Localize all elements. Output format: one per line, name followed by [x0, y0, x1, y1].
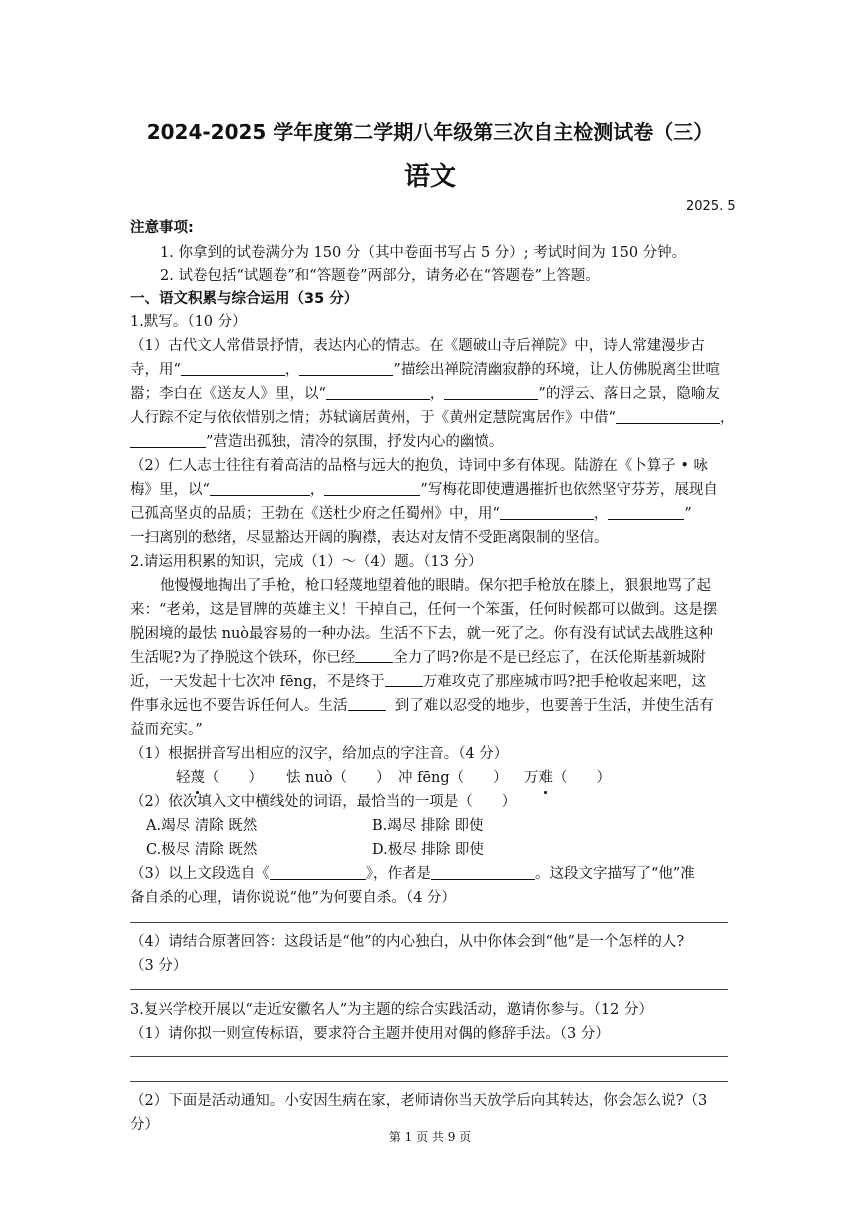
answer-line[interactable]	[130, 1056, 728, 1057]
q2-1-question: （1）根据拼音写出相应的汉字，给加点的字注音。（4 分）	[130, 746, 509, 762]
q1-2-line-1: （2）仁人志士往往有着高洁的品格与远大的抱负，诗词中多有体现。陆游在《卜算子 • 咏	[130, 458, 708, 474]
answer-blank[interactable]	[326, 383, 430, 400]
answer-blank[interactable]	[500, 503, 594, 520]
q1-1-line-2: 寺，用“ ， ”描绘出禅院清幽寂静的环境，让人仿佛脱离尘世喧	[130, 358, 720, 383]
passage-line-5: 近，一天发起十七次冲 fēng，不是终于 万难攻克了那座城市吗?把手枪收起来吧，这	[130, 674, 706, 690]
passage-line-7: 益而充实。”	[130, 722, 203, 738]
passage-blank[interactable]	[355, 648, 393, 663]
page-number: 第 1 页 共 9 页	[388, 1130, 472, 1144]
pinyin-word-3: 冲 fēng（ ）	[398, 770, 508, 786]
answer-blank[interactable]	[444, 383, 538, 400]
q3-2-line-1: （2）下面是活动通知。小安因生病在家，老师请你当天放学后向其转达，你会怎么说?（3	[130, 1093, 708, 1109]
dotted-char: 难	[539, 766, 554, 791]
q2-3-line-2: 备自杀的心理，请你说说“他”为何要自杀。（4 分）	[130, 890, 456, 906]
pinyin-word-4: 万难（ ）	[524, 766, 611, 791]
q2-2-question: （2）依次填入文中横线处的词语，最恰当的一项是（ ）	[130, 794, 517, 810]
passage-line-1: 他慢慢地掏出了手枪，枪口轻蔑地望着他的眼睛。保尔把手枪放在膝上，狠狠地骂了起	[160, 578, 711, 594]
q1-2-line-3: 己孤高坚贞的品质；王勃在《送杜少府之任蜀州》中，用“ ， ”	[130, 502, 692, 527]
pinyin-word-1: 轻蔑（ ）	[176, 766, 263, 791]
answer-blank[interactable]	[324, 479, 420, 496]
notice-heading: 注意事项:	[130, 220, 194, 236]
answer-blank[interactable]	[431, 863, 535, 880]
subject-title: 语文	[403, 162, 456, 192]
answer-blank[interactable]	[299, 359, 393, 376]
q1-1-line-1: （1）古代文人常借景抒情，表达内心的情志。在《题破山寺后禅院》中，诗人常建漫步古	[130, 338, 705, 354]
option-b: B.竭尽 排除 即使	[372, 818, 484, 834]
answer-line[interactable]	[130, 922, 728, 923]
notice-item-2: 2. 试卷包括“试题卷”和“答题卷”两部分，请务必在“答题卷”上答题。	[160, 268, 600, 284]
answer-blank[interactable]	[130, 431, 206, 448]
q2-3-line-1: （3）以上文段选自《 》，作者是 。这段文字描写了“他”准	[130, 862, 695, 887]
passage-line-6: 件事永远也不要告诉任何人。生活 到了难以忍受的地步，也要善于生活，并使生活有	[130, 698, 714, 714]
q1-2-line-2: 梅》里，以“ ， ”写梅花即使遭遇摧折也依然坚守芬芳，展现自	[130, 478, 718, 503]
passage-blank[interactable]	[348, 696, 386, 711]
q3-1-question: （1）请你拟一则宣传标语，要求符合主题并使用对偶的修辞手法。（3 分）	[130, 1026, 610, 1042]
q1-1-line-4: 人行踪不定与依依惜别之情；苏轼谪居黄州，于《黄州定慧院寓居作》中借“ ，	[130, 406, 734, 431]
answer-blank[interactable]	[608, 503, 684, 520]
option-c: C.极尽 清除 既然	[146, 842, 258, 858]
dotted-char: 蔑	[191, 766, 206, 791]
exam-title: 2024-2025 学年度第二学期八年级第三次自主检测试卷（三）	[146, 120, 714, 144]
answer-blank[interactable]	[270, 863, 366, 880]
answer-blank[interactable]	[616, 407, 720, 424]
q3-2-line-2: 分）	[130, 1117, 159, 1133]
answer-blank[interactable]	[210, 479, 310, 496]
passage-blank[interactable]	[385, 672, 423, 687]
q2-stem: 2.请运用积累的知识，完成（1）～（4）题。（13 分）	[130, 554, 483, 570]
pinyin-word-2: 怯 nuò（ ）	[286, 770, 391, 786]
notice-item-1: 1. 你拿到的试卷满分为 150 分（其中卷面书写占 5 分）; 考试时间为 150 分钟。	[160, 245, 687, 261]
q2-4-line-2: （3 分）	[130, 958, 188, 974]
q1-1-line-5: ”营造出孤独，清冷的氛围，抒发内心的幽愤。	[130, 430, 503, 455]
answer-blank[interactable]	[181, 359, 285, 376]
option-d: D.极尽 排除 即使	[372, 842, 484, 858]
q1-stem: 1.默写。（10 分）	[130, 314, 247, 330]
answer-line[interactable]	[130, 1081, 728, 1082]
answer-line[interactable]	[130, 989, 728, 990]
q1-2-line-4: 一扫离别的愁绪，尽显豁达开阔的胸襟，表达对友情不受距离限制的坚信。	[130, 530, 609, 546]
passage-line-4: 生活呢?为了挣脱这个铁环，你已经 全力了吗?你是不是已经忘了，在沃伦斯基新城附	[130, 650, 706, 666]
exam-date: 2025. 5	[686, 199, 736, 214]
passage-line-3: 脱困境的最怯 nuò最容易的一种办法。生活不下去，就一死了之。你有没有试试去战胜这种	[130, 626, 714, 642]
passage-line-2: 来：“老弟，这是冒牌的英雄主义！干掉自己，任何一个笨蛋，任何时候都可以做到。这是摆	[130, 602, 718, 618]
q1-1-line-3: 嚣；李白在《送友人》里，以“ ， ”的浮云、落日之景，隐喻友	[130, 382, 720, 407]
option-a: A.竭尽 清除 既然	[146, 818, 258, 834]
q2-4-line-1: （4）请结合原著回答：这段话是“他”的内心独白，从中你体会到“他”是一个怎样的人?	[130, 934, 685, 950]
section-1-heading: 一、语文积累与综合运用（35 分）	[130, 291, 359, 307]
q3-stem: 3.复兴学校开展以“走近安徽名人”为主题的综合实践活动，邀请你参与。（12 分）	[130, 1002, 653, 1018]
